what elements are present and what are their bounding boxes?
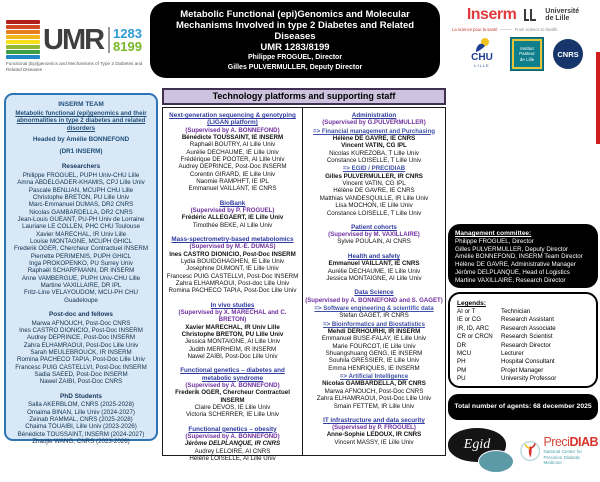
legend-row — [457, 350, 589, 358]
member-row: Louise MONTAGNE, MCUPH GHICL — [30, 237, 132, 245]
inserm-logo: Inserm — [466, 6, 517, 23]
precidiab-name-light: Preci — [543, 435, 570, 450]
platform-section-title: Administration — [351, 112, 397, 119]
member-row: Hélène DE GAVRE, IE CNRS — [332, 135, 416, 143]
member-row: Constance LOISELLE, T Lille Univ — [326, 157, 422, 165]
member-row: Sylvie POULAIN, AI CNRS — [337, 238, 411, 246]
platform-section — [305, 289, 443, 410]
member-row: Inga PROKOPENKO, PU Surrey Univ — [29, 259, 133, 267]
member-row: Mehdi DERHOURHI, IR INSERM — [327, 328, 421, 336]
member-row: Aurélie DECHAUME, IE Lille Univ — [327, 267, 421, 275]
cnrs-logo: CNRS — [553, 39, 583, 69]
supervised-by: (Supervised by A. BONNEFOND and S. GAGET) — [305, 296, 443, 304]
umr-code-1283: 1283 — [113, 25, 142, 41]
member-row: Jessica MONTAIGNE, AI Lille Univ — [326, 274, 422, 282]
member-row: Francesc PUIG CASTELLVI, Post-Doc INSERM — [15, 363, 147, 371]
member-row: Fritz-Line VELAYOUDOM, MCU-PH CHU Guadeloupe — [23, 289, 139, 304]
team-sections — [9, 163, 153, 445]
member-row: Nicolas GAMBARDELLA, DR2 CNRS — [29, 208, 133, 216]
member-row: Jérôme DELPLANQUE, IR CNRS — [184, 440, 281, 448]
legend-abbr: PM — [457, 366, 467, 374]
inserm-tagline-en: From science to health — [514, 27, 558, 32]
member-row: Romina PACHECO TAPIA, Post-Doc Lille Univ — [168, 287, 297, 295]
platform-section-title: Health and safety — [347, 252, 401, 260]
member-row: Lydia BOUIDGHAGHEN, IE Lille Univ — [180, 258, 285, 266]
member-row: Omaima BINAN, Lille Univ (2024-2027) — [27, 408, 135, 416]
legend-abbr: PH — [457, 358, 466, 366]
member-row: Jessica MONTAIGNE, AI Lille Univ — [184, 338, 281, 346]
member-row: Marc-Emmanuel DUMAS, DR2 CNRS — [28, 201, 134, 209]
management-committee-title: Management committee: — [455, 230, 532, 237]
supervised-by: (Supervised by G.PULVERMULLER) — [322, 119, 426, 127]
member-row: Vincent VATIN, CG IPL — [341, 142, 407, 150]
member-row: Aurélie DECHAUME, IE Lille Univ — [186, 148, 279, 156]
chu-lille-subtext: LILLE — [474, 63, 490, 68]
platform-section-title: Functional genetics – diabetes and metabolic syndrome — [180, 367, 285, 382]
subgroup-label: => Bioinformatics and Biostatistics — [323, 320, 425, 328]
member-row: Bénédicte TOUSSAINT, INSERM (2024-2027) — [17, 430, 145, 438]
precidiab-logo-mark-icon — [520, 430, 540, 472]
legend-abbr: IR, ID, ARC — [457, 324, 489, 332]
universite-lille-line2: de Lille — [545, 15, 570, 22]
member-row: Matthias VANDESQUILLE, IR Lille Univ — [319, 194, 429, 202]
member-row: Vincent VATIN, CG IPL — [342, 180, 406, 188]
member-row: Zahra ELHAMRAOUI, Post-Doc Lille Univ — [23, 341, 139, 349]
member-row: Emmanuel BUSE-FALAY, IE Lille Univ — [321, 335, 427, 343]
legend-meaning: Lecturer — [501, 350, 524, 358]
precidiab-name — [543, 436, 598, 449]
team-headed-by: Headed by Amélie BONNEFOND — [32, 136, 130, 144]
team-section-title: Post-doc and fellows — [49, 311, 113, 318]
member-row: Anne VAMBERGUE, PUPH Univ-CHU Lille — [21, 274, 141, 282]
platform-section — [165, 200, 300, 229]
member-row: Christophe BRETON, PU Lille Univ — [32, 193, 130, 201]
member-row: Amna ABDELGADER-KHAMIS, CPJ Lille Univ — [17, 179, 145, 187]
committee-member-row: Hélène DE GAVRE, Administrative Manager — [455, 261, 576, 269]
director-line: Philippe FROGUEL, Director — [247, 54, 343, 61]
member-row: Emma HENRIQUES, IE INSERM — [328, 364, 420, 372]
legend-abbr: IE or CG — [457, 316, 482, 324]
supervised-by: (Supervised by M.-E. DUMAS) — [189, 243, 276, 251]
member-row: Judith MERRHEIM, IR INSERM — [188, 345, 277, 353]
member-row: Stefan GAGET, IR CNRS — [339, 312, 409, 320]
legend-meaning: Research Associate — [501, 324, 556, 332]
legend-abbr: MCU — [457, 350, 472, 358]
member-row: Jean-Louis GUEANT, PU-PH Univ de Lorraine — [17, 215, 145, 223]
universite-lille-logo — [545, 8, 579, 23]
member-row: Pierrette PERIMENIS, PUPH GHICL — [30, 252, 132, 260]
platform-col-0 — [162, 107, 303, 462]
member-row: Zahra ELHAMRAOUI, Post-Doc Lille Univ — [316, 395, 432, 403]
platform-section-title: Functional genetics – obesity — [188, 425, 277, 433]
member-row: Vincent MASSY, IE Lille Univ — [334, 438, 414, 446]
legend-row — [457, 358, 589, 366]
member-row: Emmanuel VAILLANT, IE CNRS — [188, 185, 277, 193]
team-org: INSERM TEAM — [58, 101, 104, 108]
platforms-banner: Technology platforms and supporting staff — [162, 88, 446, 105]
member-row: Christophe BRETON, PU Lille Univ — [181, 330, 284, 338]
member-row: Gilles PULVERMULLER, IR CNRS — [325, 172, 423, 180]
subgroup-label: => Artificial Intelligence — [339, 373, 409, 381]
member-row: Audrey DEPRINCE, Post-Doc INSERM — [178, 163, 287, 171]
member-row: Hélène DE GAVRE, IE CNRS — [333, 187, 415, 195]
pasteur-line1: Institut — [520, 45, 534, 51]
institut-pasteur-lille-logo — [510, 37, 544, 71]
member-row: Raphaël BOUTRY, AI Lille Univ — [189, 141, 276, 149]
platform-section-title: Next-generation sequencing & genotyping (LIGAN platform) — [169, 112, 296, 127]
legend-meaning: University Professor — [501, 375, 557, 383]
partner-logos-row1 — [448, 6, 598, 24]
platform-section — [305, 253, 443, 282]
member-row: Sadia SAEED, Post-Doc INSERM — [34, 371, 128, 378]
legend-row — [457, 308, 589, 316]
member-row: Romina PACHECO TAPIA, Post-Doc Lille Univ — [17, 356, 145, 364]
supervised-by: (Supervised by A. BONNEFOND) — [185, 382, 280, 390]
legend-abbr: CR or CRCN — [457, 333, 493, 341]
supervised-by: (Supervised by A. BONNEFOND) — [185, 433, 280, 441]
legend-meaning: Research Assistant — [501, 316, 554, 324]
management-committee-box — [448, 224, 598, 288]
precidiab-subtitle-line1: National Center for — [543, 449, 583, 455]
legend-meaning: Research Director — [501, 341, 551, 349]
unit-number: UMR 1283/8199 — [260, 42, 330, 53]
member-row: Marwa AFNOUCH, Post-Doc CNRS — [324, 387, 424, 395]
member-row: Audrey DEPRINCE, Post-Doc INSERM — [27, 334, 135, 342]
legend-abbr: AI or T — [457, 308, 476, 315]
egid-logo-text: Egid — [463, 437, 491, 452]
member-row: Marwa AFNOUCH, Post-Doc CNRS — [31, 319, 131, 327]
platform-section-title: IT infrastructure and data security — [323, 416, 425, 424]
team-section-title: PhD Students — [60, 392, 102, 400]
inserm-tagline — [452, 27, 598, 32]
member-row: Francesc PUIG CASTELLVI, Post-Doc INSERM — [166, 272, 299, 280]
member-row: Timothée BEKE, AI Lille Univ — [192, 221, 273, 229]
committee-member-row: Martine VAXILLAIRE, Research Director — [455, 276, 566, 284]
inserm-tagline-fr: La science pour la santé — [452, 27, 498, 32]
member-row: Constance LOISELLE, T Lille Univ — [326, 209, 422, 217]
legend-row — [457, 342, 589, 350]
umr-logo-row — [6, 20, 158, 59]
red-edge-line — [596, 52, 600, 144]
legend-meaning: Technician — [501, 308, 531, 315]
team-head-rank: (DR1 INSERM) — [59, 148, 103, 156]
precidiab-subtitle-line2: Precision Diabetic Medicine — [543, 454, 581, 466]
supervised-by: (Supervised by P. FROGUEL) — [332, 424, 416, 432]
member-row: Nicolas KUREZOBA, T Lille Univ — [329, 149, 419, 157]
legend-meaning: Hospital Consultant — [501, 358, 555, 366]
legend-row — [457, 375, 589, 383]
precidiab-logo — [520, 424, 598, 478]
team-section — [9, 311, 153, 386]
platform-section-title: Data Science — [354, 289, 394, 297]
poster-title: Metabolic Functional (epi)Genomics and Molecular Mechanisms Involved in type 2 Diabetes and Related Diseases — [175, 9, 415, 42]
legend-row — [457, 316, 589, 324]
committee-member-row: Amélie BONNEFOND, INSERM Team Director — [455, 253, 583, 261]
member-row: Frédérique DE POOTER, AI Lille Univ — [180, 156, 285, 164]
platform-section — [305, 417, 443, 446]
legends-box — [448, 292, 598, 388]
legend-row — [457, 325, 589, 333]
platform-section-title: Patient cohorts — [351, 223, 397, 231]
pasteur-line3: de Lille — [519, 56, 535, 62]
supervised-by: (Supervised by X. MARECHAL and C. BRETON) — [178, 309, 287, 324]
umr-acronym: UMR — [43, 23, 104, 56]
supervised-by: (Supervised by M. VAXILLAIRE) — [328, 231, 420, 239]
member-row: Ines CASTRO DIONICIO, Post-Doc INSERM — [19, 326, 143, 334]
member-row: Zeinab RAMMAL, CNRS (2025-2028) — [29, 415, 133, 423]
member-row: Frédéric ALLEGAERT, IE Lille Univ — [181, 214, 284, 222]
umr-logo — [6, 20, 158, 72]
universite-lille-line1: Université — [545, 7, 580, 15]
legend-row — [457, 333, 589, 341]
member-row: Chaima TOUAIBI, Lille Univ (2023-2026) — [25, 423, 137, 431]
platform-section — [165, 112, 300, 193]
umr-color-bars-icon — [6, 20, 40, 59]
member-row: Zhaojie WANG, CNRS (2023-2026) — [32, 438, 130, 445]
member-row: Lauriane LE COLLEN, PHC CHU Toulouse — [22, 223, 140, 231]
platform-section — [305, 224, 443, 246]
member-row: Martine VAXILLAIRE, DR IPL — [40, 281, 122, 289]
supervised-by: (Supervised by P. FROGUEL) — [190, 207, 275, 215]
member-row: Xavier MARECHAL, IR Univ Lille — [185, 323, 280, 331]
member-row: Joséphine DUMONT, IE Lille Univ — [186, 265, 279, 273]
member-row: Hélène LOISELLE, AI Lille Univ — [189, 454, 276, 462]
member-row: Victoria SCHERRER, IE Lille Univ — [185, 411, 280, 419]
member-row: Claire DEVOS, IE Lille Univ — [194, 403, 271, 411]
management-lines — [455, 238, 591, 284]
committee-member-row: Jérôme DELPLANQUE, Head of Logistics — [455, 268, 570, 276]
member-row: Salla AKERBLOM, CNRS (2025-2028) — [28, 401, 134, 409]
poster-title-box — [150, 2, 440, 78]
team-section — [9, 163, 153, 304]
universite-lille-logo-mark-icon — [523, 8, 538, 23]
umr-codes — [108, 27, 142, 53]
platform-section-title: In vivo studies — [210, 301, 255, 309]
partner-logos — [448, 6, 598, 71]
legend-abbr: PU — [457, 375, 466, 383]
legend-meaning: Research Scientist — [501, 333, 553, 341]
member-row: Emmanuel VAILLANT, IE CNRS — [328, 260, 420, 268]
member-row: Frederik OGER, Chercheur Contractuel INSERM — [13, 245, 149, 253]
legend-rows — [457, 308, 589, 384]
subgroup-label: => Financial management and Purchasing — [313, 127, 435, 135]
member-row: Nicolas GAMBARDELLA, DR CNRS — [322, 380, 426, 388]
legend-meaning: Projet Manager — [501, 366, 544, 374]
committee-member-row: Philippe FROGUEL, Director — [455, 238, 534, 245]
member-row: Shuangshuang GENG, IE INSERM — [325, 350, 423, 358]
member-row: Corentin GIRARD, IE Lille Univ — [189, 170, 276, 178]
team-section-title: Researchers — [61, 163, 101, 171]
chu-lille-logo — [463, 37, 501, 71]
member-row: Anne-Sophie LEDOUX, IR CNRS — [326, 431, 422, 439]
member-row: Nawel ZAIBI, Post-Doc CNRS — [39, 378, 123, 386]
platform-section — [305, 112, 443, 217]
platform-section — [165, 426, 300, 463]
member-row: Naomie RAMPHFT, IE IPL — [196, 178, 269, 186]
member-row: Philippe FROGUEL, PUPH Univ-CHU Lille — [22, 171, 140, 179]
team-title: Metabolic functional (epi)genomics and their abnormalities in type 2 diabetes and related disorders — [15, 110, 147, 132]
chu-lille-logo-mark-icon — [473, 37, 491, 53]
platform-section — [165, 302, 300, 361]
member-row: Sarah MEULEBROUCK, IR INSERM — [30, 348, 132, 356]
member-row: Raphaël SCHARFMANN, DR INSERM — [27, 267, 135, 275]
chu-lille-text: CHU — [471, 52, 493, 63]
member-row: Souhila GRESSIER, IE Lille Univ — [328, 357, 420, 365]
pasteur-line2: Pasteur — [519, 51, 535, 57]
member-row: Xavier MARECHAL, IR Univ Lille — [35, 230, 127, 238]
member-row: Audrey LELOIRE, AI CNRS — [194, 447, 271, 455]
inserm-team-panel — [4, 93, 158, 445]
inserm-tagline-separator: ——— — [498, 27, 514, 32]
member-row: Smain FETTEM, IR Lille Univ — [333, 402, 415, 410]
legend-row — [457, 367, 589, 375]
umr-tagline: Functional (Epi)genomics and Mechanisms of Type 2 Diabetes and Related Diseases — [6, 61, 143, 72]
precidiab-name-bold: DIAB — [569, 435, 598, 450]
member-row: Lisa MOCHON, IE Lille Univ — [335, 202, 413, 210]
member-row: Pascale BENLIAN, MCUPH CHU Lille — [28, 186, 134, 194]
platform-section — [165, 367, 300, 418]
egid-logo-ellipse-icon — [478, 450, 514, 473]
subgroup-label: => EGID / PRECIDIAB — [342, 165, 406, 173]
platform-section — [165, 236, 300, 295]
precidiab-text — [543, 436, 598, 465]
partner-logos-row2 — [448, 37, 598, 71]
total-agents-box: Total number of agents: 68 december 2025 — [448, 394, 598, 420]
legends-title: Legends: — [457, 300, 486, 307]
umr-code-8199: 8199 — [113, 38, 142, 54]
supervised-by: (Supervised by A. BONNEFOND) — [185, 126, 280, 134]
member-row: Zahra ELHAMRAOUI, Post-doc Lille Univ — [175, 280, 290, 288]
platform-section-title: Mass-spectrometry-based metabolomics — [171, 236, 294, 244]
member-row: Ines CASTRO DIONICIO, Post-Doc INSERM — [169, 250, 296, 258]
subgroup-label: => Software engineering & scientific data — [314, 304, 434, 312]
member-row: Frederik OGER, Chercheur Contractuel INSERM — [175, 389, 290, 404]
egid-logo — [448, 426, 520, 480]
team-section — [9, 393, 153, 446]
member-row: Bénédicte TOUSSAINT, IE INSERM — [181, 134, 284, 142]
deputy-director-line: Gilles PULVERMULLER, Deputy Director — [227, 63, 363, 71]
legend-abbr: DR — [457, 341, 466, 349]
platform-section-title: BioBank — [219, 199, 246, 207]
committee-member-row: Gilles PULVERMULLER, Deputy Director — [455, 245, 569, 253]
member-row: Nawel ZAIBI, Post-Doc Lille Univ — [187, 352, 278, 360]
member-row: Marie FOURCOT, IE Lille Univ — [332, 342, 416, 350]
platform-col-1 — [302, 107, 446, 456]
